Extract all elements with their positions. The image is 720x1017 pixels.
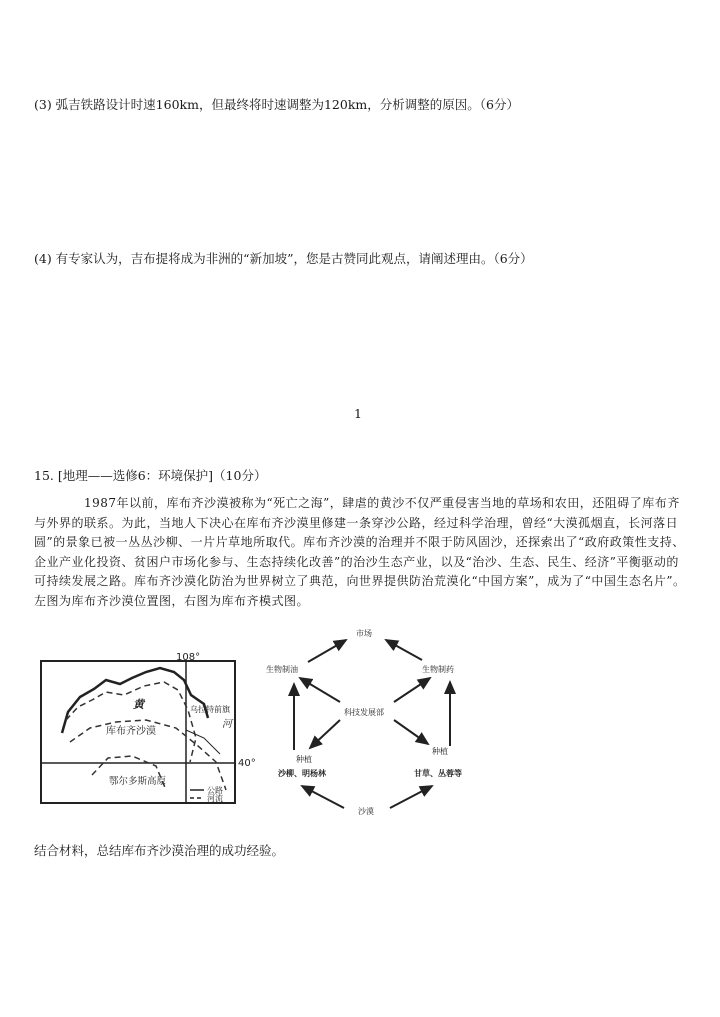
kubuqi-location-map bbox=[36, 650, 272, 810]
section-15-heading: 15. [地理——选修6：环境保护]（10分） bbox=[34, 468, 267, 483]
map-lat-label: 40° bbox=[238, 758, 256, 769]
section-15-question: 结合材料，总结库布齐沙漠治理的成功经验。 bbox=[34, 843, 285, 858]
question-3: (3) 弧吉铁路设计时速160km，但最终将时速调整为120km，分析调整的原因。（6分） bbox=[34, 97, 519, 112]
section-15-paragraph bbox=[34, 494, 688, 611]
node-plant-right: 种植 bbox=[432, 747, 448, 756]
node-bio-oil: 生物制油 bbox=[266, 665, 298, 674]
map-river-huang: 黄 bbox=[133, 698, 144, 711]
legend-road-label: 公路 bbox=[207, 786, 223, 795]
node-tech-dept: 科技发展部 bbox=[344, 708, 384, 717]
node-plant-left: 种植 bbox=[296, 755, 312, 764]
node-crops-left: 沙柳、明杨林 bbox=[278, 769, 326, 778]
kubuqi-model-diagram bbox=[258, 622, 480, 818]
paragraph-text: 1987年以前，库布齐沙漠被称为“死亡之海”，肆虐的黄沙不仅严重侵害当地的草场和农田，还阻碍了库布齐与外界的联系。为此，当地人下决心在库布齐沙漠里修建一条穿沙公路，经过科学治理，曾经“大漠孤烟直，长河落日圆”的景象已被一丛丛沙柳、一片片草地所取代。库布齐沙漠的治理并不限于防风固沙，还探索出了“政府政策性支持、企业产业化投资、贫困户市场化参与、生态持续化改善”的治沙生态产业，以及“治沙、生态、民生、经济”平衡驱动的可持续发展之路。库布齐沙漠化防治为世界树立了典范，向世界提供防治荒漠化“中国方案”，成为了“中国生态名片”。左图为库布齐沙漠位置图，右图为库布齐模式图。 bbox=[34, 496, 686, 608]
map-river-he: 河 bbox=[222, 719, 232, 730]
page-number: 1 bbox=[354, 406, 362, 421]
map-plateau-label: 鄂尔多斯高原 bbox=[109, 776, 167, 787]
node-market: 市场 bbox=[356, 629, 372, 638]
node-crops-right: 甘草、丛蓉等 bbox=[414, 769, 462, 778]
map-town-label: 乌拉特前旗 bbox=[190, 705, 230, 714]
legend-river-label: 河流 bbox=[207, 794, 223, 803]
map-desert-label: 库布齐沙漠 bbox=[106, 726, 156, 737]
node-desert: 沙漠 bbox=[358, 807, 374, 816]
map-lon-label: 108° bbox=[176, 652, 201, 663]
node-bio-pharma: 生物制药 bbox=[422, 665, 454, 674]
question-4: (4) 有专家认为，吉布提将成为非洲的“新加坡”，您是古赞同此观点，请阐述理由。（6分） bbox=[34, 251, 533, 266]
